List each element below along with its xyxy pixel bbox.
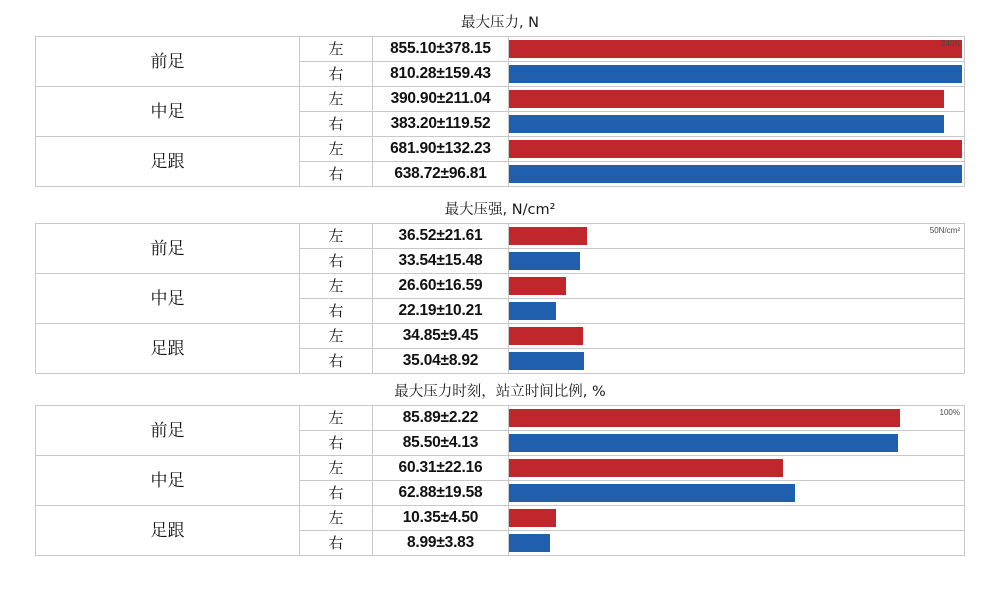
side-label: 左 (300, 506, 373, 531)
value-label: 62.88±19.58 (373, 481, 509, 506)
bar-cell (509, 162, 965, 187)
bar-track (509, 431, 964, 455)
bar-left (509, 409, 900, 427)
value-label: 26.60±16.59 (373, 274, 509, 299)
bar-right (509, 534, 550, 552)
chart-panel-max-force (0, 14, 1000, 187)
bar-cell (509, 249, 965, 274)
bar-cell (509, 531, 965, 556)
value-label: 390.90±211.04 (373, 87, 509, 112)
value-label: 85.50±4.13 (373, 431, 509, 456)
panel-title: 最大压力时刻，站立时间比例, % (394, 384, 606, 400)
table-row (36, 456, 965, 481)
side-label: 右 (300, 481, 373, 506)
side-label: 左 (300, 37, 373, 62)
side-label: 右 (300, 112, 373, 137)
side-label: 左 (300, 87, 373, 112)
table-row (36, 224, 965, 249)
axis-max-label: 100% (939, 408, 960, 417)
region-label: 中足 (36, 87, 300, 137)
side-label: 右 (300, 62, 373, 87)
side-label: 左 (300, 137, 373, 162)
value-label: 638.72±96.81 (373, 162, 509, 187)
value-label: 8.99±3.83 (373, 531, 509, 556)
bar-track (509, 324, 964, 348)
value-label: 60.31±22.16 (373, 456, 509, 481)
bar-track (509, 249, 964, 273)
bar-right (509, 484, 795, 502)
side-label: 右 (300, 249, 373, 274)
bar-track (509, 37, 964, 61)
bar-track (509, 162, 964, 186)
bar-track (509, 274, 964, 298)
bar-track (509, 299, 964, 323)
panel-title: 最大压强, N/cm² (444, 202, 556, 218)
bar-cell (509, 62, 965, 87)
value-label: 681.90±132.23 (373, 137, 509, 162)
bar-right (509, 252, 580, 270)
bar-right (509, 434, 898, 452)
bar-track (509, 406, 964, 430)
region-label: 中足 (36, 456, 300, 506)
panel-title: 最大压力, N (460, 15, 540, 31)
bar-cell (509, 112, 965, 137)
table-row (36, 406, 965, 431)
bar-cell (509, 406, 965, 431)
side-label: 左 (300, 324, 373, 349)
bar-cell (509, 299, 965, 324)
bar-cell (509, 137, 965, 162)
bar-left (509, 327, 583, 345)
data-table (35, 36, 965, 187)
value-label: 85.89±2.22 (373, 406, 509, 431)
bar-track (509, 137, 964, 161)
bar-right (509, 65, 962, 83)
value-label: 35.04±8.92 (373, 349, 509, 374)
value-label: 855.10±378.15 (373, 37, 509, 62)
bar-left (509, 459, 783, 477)
value-label: 36.52±21.61 (373, 224, 509, 249)
bar-cell (509, 481, 965, 506)
bar-cell (509, 506, 965, 531)
bar-left (509, 277, 566, 295)
side-label: 左 (300, 456, 373, 481)
region-label: 前足 (36, 37, 300, 87)
side-label: 右 (300, 162, 373, 187)
bar-cell (509, 224, 965, 249)
value-label: 10.35±4.50 (373, 506, 509, 531)
bar-track (509, 531, 964, 555)
bar-track (509, 62, 964, 86)
bar-cell (509, 324, 965, 349)
side-label: 左 (300, 274, 373, 299)
side-label: 右 (300, 431, 373, 456)
side-label: 左 (300, 224, 373, 249)
bar-track (509, 481, 964, 505)
region-label: 足跟 (36, 324, 300, 374)
bar-cell (509, 274, 965, 299)
side-label: 右 (300, 299, 373, 324)
bar-left (509, 40, 962, 58)
axis-max-label: 240N (940, 39, 960, 48)
bar-track (509, 112, 964, 136)
data-table (35, 223, 965, 374)
bar-left (509, 140, 962, 158)
axis-max-label: 50N/cm² (929, 226, 960, 235)
region-label: 足跟 (36, 506, 300, 556)
value-label: 383.20±119.52 (373, 112, 509, 137)
value-label: 810.28±159.43 (373, 62, 509, 87)
bar-cell (509, 349, 965, 374)
side-label: 右 (300, 531, 373, 556)
side-label: 右 (300, 349, 373, 374)
bar-track (509, 349, 964, 373)
value-label: 34.85±9.45 (373, 324, 509, 349)
bar-cell (509, 87, 965, 112)
bar-right (509, 115, 944, 133)
bar-cell (509, 37, 965, 62)
value-label: 22.19±10.21 (373, 299, 509, 324)
table-row (36, 137, 965, 162)
chart-panel-peak-time-percent (0, 383, 1000, 556)
bar-track (509, 456, 964, 480)
bar-left (509, 227, 587, 245)
bar-track (509, 506, 964, 530)
value-label: 33.54±15.48 (373, 249, 509, 274)
bar-right (509, 302, 556, 320)
bar-track (509, 87, 964, 111)
data-table (35, 405, 965, 556)
table-row (36, 506, 965, 531)
bar-right (509, 165, 962, 183)
table-row (36, 37, 965, 62)
bar-left (509, 90, 944, 108)
chart-panel-max-pressure (0, 201, 1000, 374)
bar-cell (509, 456, 965, 481)
table-row (36, 87, 965, 112)
bar-right (509, 352, 584, 370)
bar-left (509, 509, 556, 527)
bar-track (509, 224, 964, 248)
table-row (36, 324, 965, 349)
region-label: 前足 (36, 406, 300, 456)
region-label: 中足 (36, 274, 300, 324)
table-row (36, 274, 965, 299)
region-label: 前足 (36, 224, 300, 274)
side-label: 左 (300, 406, 373, 431)
bar-cell (509, 431, 965, 456)
region-label: 足跟 (36, 137, 300, 187)
